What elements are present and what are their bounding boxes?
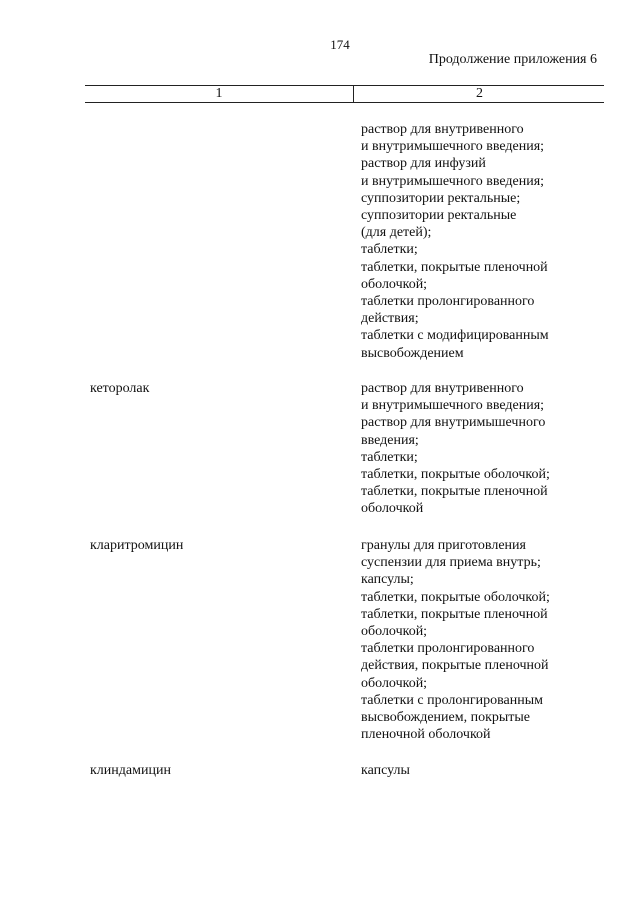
dosage-form-line: оболочкой; — [361, 675, 428, 691]
dosage-forms — [361, 380, 601, 518]
dosage-form-line: действия, покрытые пленочной — [361, 658, 549, 674]
dosage-form-line: оболочкой; — [361, 624, 428, 640]
dosage-form-line: и внутримышечного введения; — [361, 173, 545, 189]
page-number: 174 — [330, 37, 350, 52]
dosage-form-line: таблетки, покрытые оболочкой; — [361, 467, 550, 483]
dosage-form-line: таблетки, покрытые пленочной — [361, 484, 548, 500]
dosage-form-line: и внутримышечного введения; — [361, 139, 545, 155]
dosage-form-line: капсулы — [361, 763, 410, 778]
dosage-form-line: таблетки пролонгированного — [361, 641, 535, 657]
dosage-form-line: таблетки; — [361, 242, 418, 258]
drug-name: клиндамицин — [90, 763, 171, 778]
dosage-form-line: капсулы; — [361, 572, 414, 588]
dosage-forms — [361, 762, 601, 779]
dosage-forms — [361, 537, 601, 743]
dosage-form-line: пленочной оболочкой — [361, 727, 491, 743]
dosage-form-line: таблетки, покрытые пленочной — [361, 606, 548, 622]
dosage-form-line: оболочкой; — [361, 276, 428, 292]
dosage-form-line: (для детей); — [361, 225, 432, 241]
drug-name: кеторолак — [90, 381, 150, 396]
dosage-forms — [361, 121, 601, 362]
column-header-2: 2 — [353, 86, 605, 102]
dosage-form-line: суспензии для приема внутрь; — [361, 555, 541, 571]
dosage-form-line: оболочкой — [361, 501, 424, 517]
dosage-form-line: таблетки, покрытые оболочкой; — [361, 589, 550, 605]
dosage-form-line: таблетки пролонгированного — [361, 294, 535, 310]
dosage-form-line: введения; — [361, 432, 419, 448]
drug-name: кларитромицин — [90, 538, 184, 553]
dosage-form-line: раствор для внутримышечного — [361, 415, 546, 431]
continuation-label: Продолжение приложения 6 — [428, 52, 597, 67]
dosage-form-line: суппозитории ректальные; — [361, 190, 521, 206]
dosage-form-line: таблетки с модифицированным — [361, 328, 549, 344]
dosage-form-line: таблетки; — [361, 449, 418, 465]
dosage-form-line: таблетки, покрытые пленочной — [361, 259, 548, 275]
dosage-form-line: раствор для внутривенного — [361, 122, 524, 137]
dosage-form-line: гранулы для приготовления — [361, 538, 526, 553]
dosage-form-line: раствор для инфузий — [361, 156, 486, 172]
dosage-form-line: и внутримышечного введения; — [361, 398, 545, 414]
dosage-form-line: раствор для внутривенного — [361, 381, 524, 396]
dosage-form-line: суппозитории ректальные — [361, 208, 517, 224]
dosage-form-line: действия; — [361, 311, 419, 327]
dosage-form-line: высвобождением, покрытые — [361, 710, 531, 726]
dosage-form-line: высвобождением — [361, 345, 464, 361]
column-header-1: 1 — [215, 86, 223, 101]
table-header — [85, 85, 604, 103]
dosage-form-line: таблетки с пролонгированным — [361, 692, 544, 708]
